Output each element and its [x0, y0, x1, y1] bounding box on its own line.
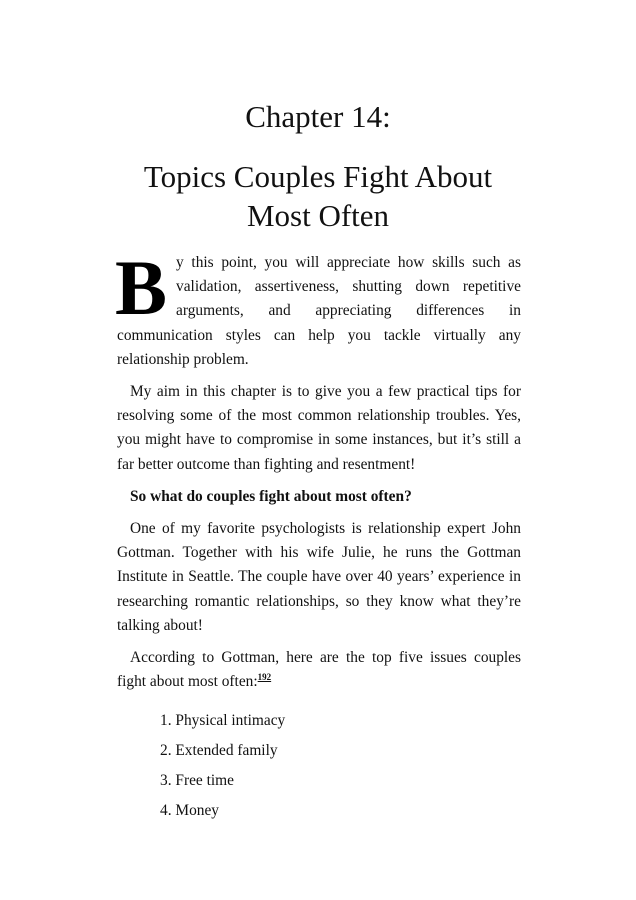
- top-issues-text: According to Gottman, here are the top five issues couples fight about most often:: [117, 649, 521, 691]
- paragraph-top-issues: [117, 646, 521, 694]
- chapter-body: [115, 244, 521, 826]
- issue-list: [117, 706, 521, 826]
- paragraph-gottman: One of my favorite psychologists is relationship expert John Gottman. Together with his wife Julie, he runs the Gottman Institute in Seattle. The couple have over 40 years’ experience in researching romantic relationships, so they know what they’re talking about!: [117, 520, 521, 634]
- intro-paragraph: [115, 244, 521, 372]
- list-item: 1. Physical intimacy: [160, 712, 286, 730]
- list-item: 2. Extended family: [160, 742, 278, 760]
- chapter-title: Topics Couples Fight About Most Often: [143, 159, 493, 233]
- drop-cap: B: [115, 244, 168, 331]
- paragraph-aim: My aim in this chapter is to give you a few practical tips for resolving some of the most common relationship troubles. Yes, you might have to compromise in some instances, but it’s still a far better outcome than fighting and resentment!: [117, 383, 521, 473]
- footnote-reference[interactable]: 192: [257, 672, 272, 683]
- chapter-number: Chapter 14:: [245, 99, 391, 134]
- intro-text: y this point, you will appreciate how skills such as validation, assertiveness, shutting down repetitive arguments, and appreciating differences in communication styles can help you tackle virtually any relationship problem.: [117, 254, 521, 368]
- list-item: 4. Money: [160, 802, 219, 820]
- list-item: 3. Free time: [160, 772, 234, 790]
- section-subheading: So what do couples fight about most often?: [130, 487, 412, 505]
